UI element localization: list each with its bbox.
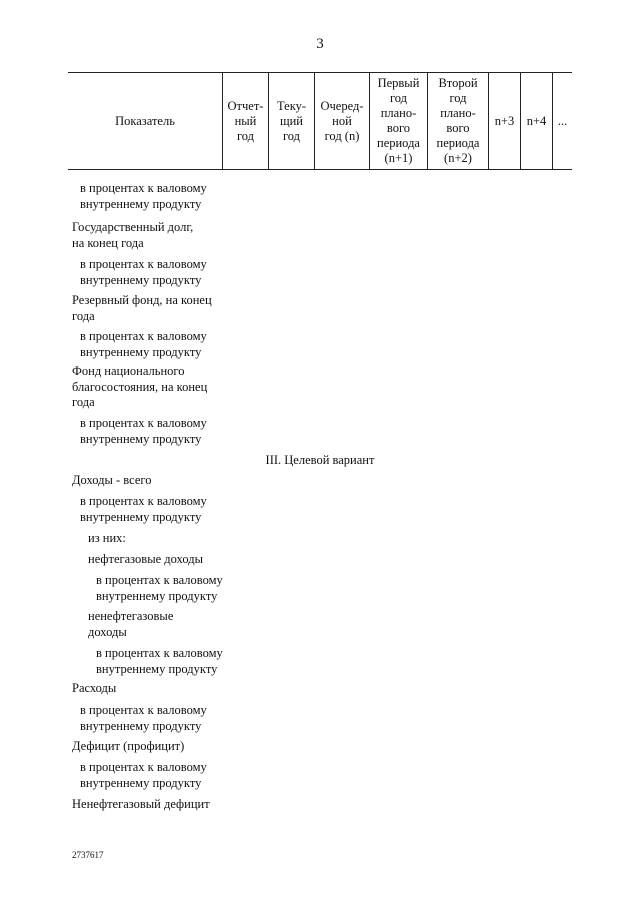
header-n3: n+3 bbox=[494, 113, 515, 128]
row-gdp-percent: в процентах к валовому внутреннему продукту bbox=[96, 573, 223, 603]
row-oil-gas-revenue: нефтегазовые доходы bbox=[88, 552, 203, 566]
row-deficit: Дефицит (профицит) bbox=[72, 739, 185, 753]
row-of-which: из них: bbox=[88, 531, 126, 545]
section-title-target: III. Целевой вариант bbox=[265, 453, 375, 467]
header-plan-year-1: Первый год плано- вого периода (n+1) bbox=[377, 76, 420, 165]
row-revenue-total: Доходы - всего bbox=[72, 473, 152, 487]
row-non-oil-gas-revenue: ненефтегазовые доходы bbox=[88, 609, 174, 639]
row-expenditures: Расходы bbox=[72, 681, 117, 695]
header-indicator: Показатель bbox=[115, 113, 175, 128]
row-gdp-percent: в процентах к валовому внутреннему продукту bbox=[80, 416, 207, 446]
row-gdp-percent: в процентах к валовому внутреннему продукту bbox=[96, 646, 223, 676]
row-national-wealth-fund: Фонд национального благосостояния, на конец года bbox=[72, 364, 208, 409]
header-next-year: Очеред- ной год (n) bbox=[320, 98, 364, 143]
row-gdp-percent: в процентах к валовому внутреннему продукту bbox=[80, 494, 207, 524]
table-header bbox=[68, 72, 572, 170]
row-gdp-percent: в процентах к валовому внутреннему продукту bbox=[80, 181, 207, 211]
page-number: 3 bbox=[316, 36, 324, 52]
row-gdp-percent: в процентах к валовому внутреннему продукту bbox=[80, 257, 207, 287]
header-ellipsis: ... bbox=[557, 113, 568, 128]
row-gdp-percent: в процентах к валовому внутреннему продукту bbox=[80, 703, 207, 733]
header-current-year: Теку- щий год bbox=[276, 98, 307, 143]
header-n4: n+4 bbox=[526, 113, 547, 128]
header-plan-year-2: Второй год плано- вого периода (n+2) bbox=[436, 76, 480, 165]
row-state-debt: Государственный долг, на конец года bbox=[72, 220, 194, 250]
row-non-oil-gas-deficit: Ненефтегазовый дефицит bbox=[72, 797, 210, 811]
row-reserve-fund: Резервный фонд, на конец года bbox=[72, 293, 212, 323]
row-gdp-percent: в процентах к валовому внутреннему продукту bbox=[80, 329, 207, 359]
row-gdp-percent: в процентах к валовому внутреннему продукту bbox=[80, 760, 207, 790]
header-reporting-year: Отчет- ный год bbox=[227, 98, 264, 143]
document-code: 2737617 bbox=[72, 850, 104, 860]
